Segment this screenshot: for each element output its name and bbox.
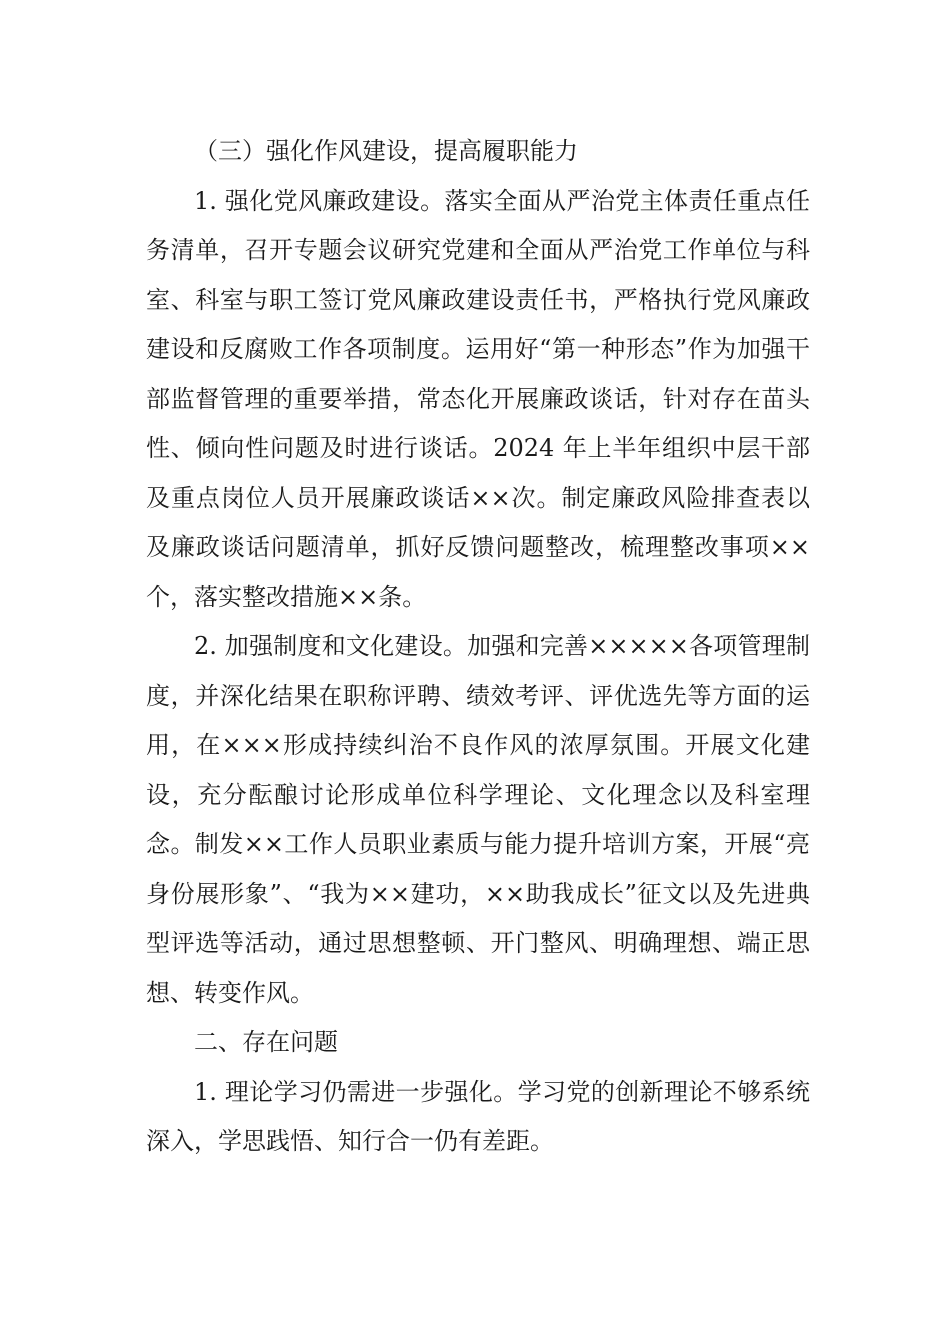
paragraph-theory-study: 1. 理论学习仍需进一步强化。学习党的创新理论不够系统深入，学思践悟、知行合一仍有差距。 [146,1077,810,1155]
document-body [146,127,810,1167]
section-heading-existing-problems: 二、存在问题 [194,1028,338,1056]
paragraph-system-culture: 2. 加强制度和文化建设。加强和完善×××××各项管理制度，并深化结果在职称评聘、绩效考评、评优选先等方面的运用，在×××形成持续纠治不良作风的浓厚氛围。开展文化建设，充分酝酿讨论形成单位科学理论、文化理念以及科室理念。制发××工作人员职业素质与能力提升培训方案，开展“亮身份展形象”、“我为××建功，××助我成长”征文以及先进典型评选等活动，通过思想整顿、开门整风、明确理想、端正思想、转变作风。 [146,632,810,1007]
paragraph-party-conduct: 1. 强化党风廉政建设。落实全面从严治党主体责任重点任务清单，召开专题会议研究党建和全面从严治党工作单位与科室、科室与职工签订党风廉政建设责任书，严格执行党风廉政建设和反腐败工作各项制度。运用好“第一种形态”作为加强干部监督管理的重要举措，常态化开展廉政谈话，针对存在苗头性、倾向性问题及时进行谈话。2024 年上半年组织中层干部及重点岗位人员开展廉政谈话××次。制定廉政风险排查表以及廉政谈话问题清单，抓好反馈问题整改，梳理整改事项××个，落实整改措施××条。 [146,186,810,611]
section-heading-strengthen-work-style: （三）强化作风建设，提高履职能力 [194,137,578,165]
